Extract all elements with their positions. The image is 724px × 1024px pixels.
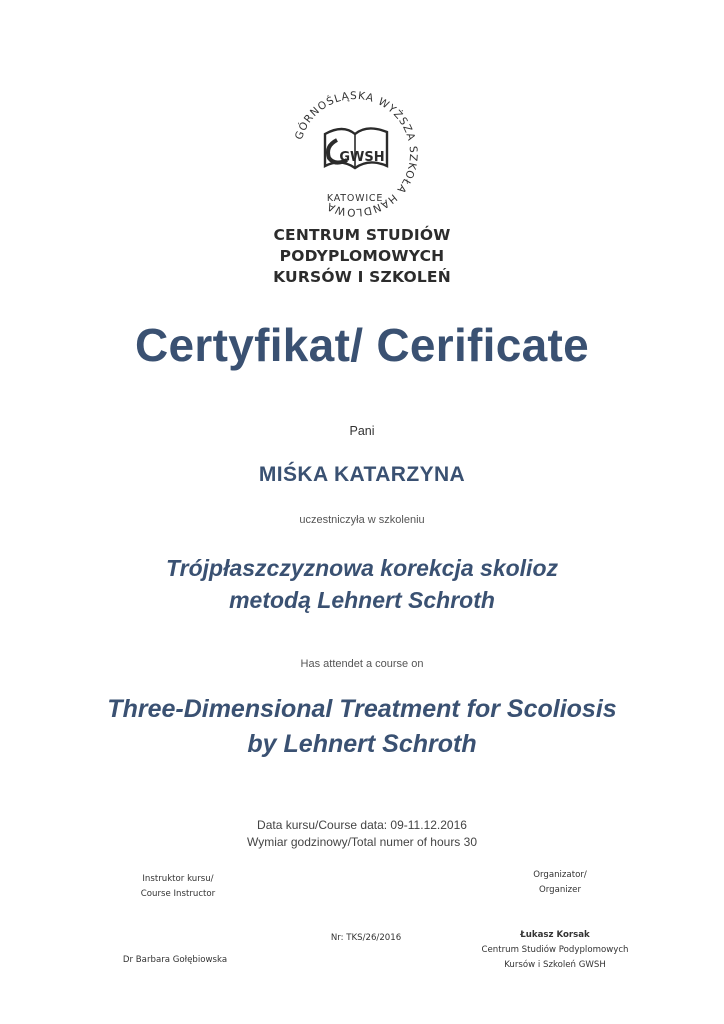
organizer-name: Łukasz Korsak: [520, 930, 590, 940]
centre-line-1: CENTRUM STUDIÓW: [273, 226, 451, 244]
organizer-unit-line-1: Centrum Studiów Podyplomowych: [481, 945, 629, 955]
gwsh-logo: [285, 84, 425, 224]
participated-text: uczestniczyła w szkoleniu: [299, 514, 425, 526]
organizer-label-block: [505, 868, 615, 898]
course-title-pl: [0, 552, 724, 616]
gwsh-seal-graphic: [285, 84, 425, 224]
logo-mark: GWSH: [339, 150, 385, 165]
certificate-number: Nr: TKS/26/2016: [330, 933, 402, 943]
organizer-label-pl: Organizator/: [533, 870, 587, 880]
centre-line-2: PODYPLOMOWYCH: [279, 247, 445, 265]
organizer-unit-line-2: Kursów i Szkoleń GWSH: [504, 960, 606, 970]
course-title-en: [0, 692, 724, 762]
instructor-label-block: [118, 872, 238, 902]
centre-block: [0, 225, 724, 288]
centre-line-3: KURSÓW I SZKOLEŃ: [273, 268, 451, 286]
course-date: Data kursu/Course data: 09-11.12.2016: [257, 818, 467, 832]
salutation: Pani: [349, 424, 375, 438]
instructor-label-pl: Instruktor kursu/: [142, 874, 214, 884]
instructor-name: Dr Barbara Gołębiowska: [122, 955, 228, 965]
course-title-en-line-1: Three-Dimensional Treatment for Scoliosis: [107, 695, 617, 723]
instructor-label-en: Course Instructor: [140, 889, 216, 899]
recipient-name: MIŚKA KATARZYNA: [258, 463, 466, 486]
organizer-signature-block: [455, 928, 655, 973]
logo-city: KATOWICE: [326, 193, 384, 204]
attended-text: Has attendet a course on: [300, 658, 424, 670]
course-title-en-line-2: by Lehnert Schroth: [247, 730, 477, 758]
certificate-title: Certyfikat/ Cerificate: [135, 319, 589, 371]
course-title-pl-line-2: metodą Lehnert Schroth: [229, 587, 495, 613]
organizer-label-en: Organizer: [538, 885, 582, 895]
course-title-pl-line-1: Trójpłaszczyznowa korekcja skolioz: [166, 555, 558, 581]
course-hours: Wymiar godzinowy/Total numer of hours 30: [247, 835, 477, 849]
logo-ring-text: GÓRNOŚLĄSKA WYŻSZA SZKOŁA HANDLOWA: [293, 89, 420, 219]
